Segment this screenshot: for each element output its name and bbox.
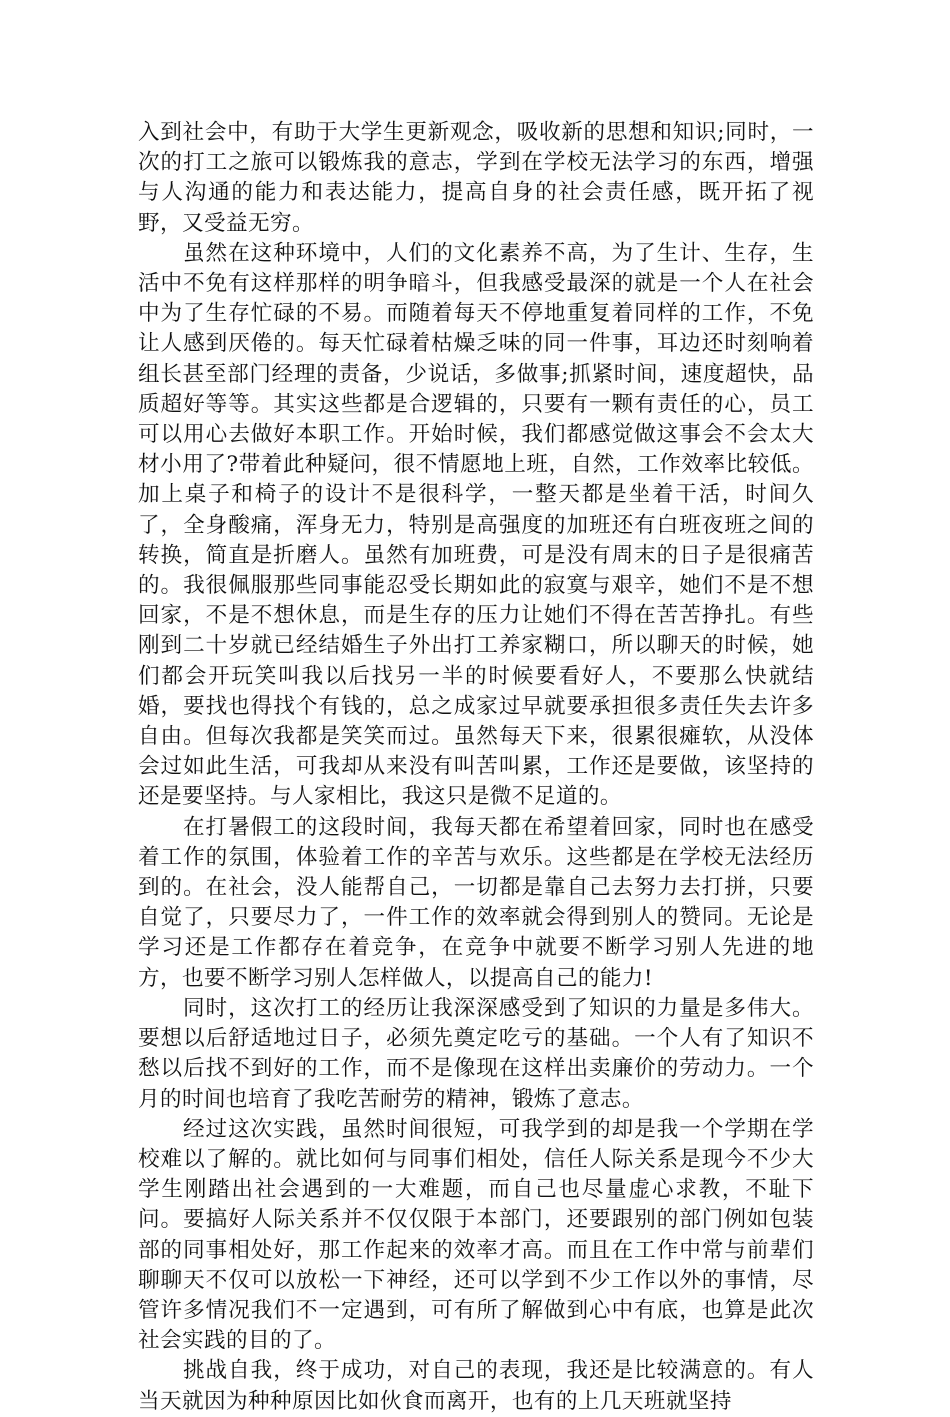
paragraph-1: 入到社会中，有助于大学生更新观念，吸收新的思想和知识;同时，一次的打工之旅可以锻炼我的意志，学到在学校无法学习的东西，增强与人沟通的能力和表达能力，提高自身的社会责任感，既开拓了视野，又受益无穷。	[138, 120, 814, 236]
paragraph-2: 虽然在这种环境中，人们的文化素养不高，为了生计、生存，生活中不免有这样那样的明争暗斗，但我感受最深的就是一个人在社会中为了生存忙碌的不易。而随着每天不停地重复着同样的工作，不免让人感到厌倦的。每天忙碌着枯燥乏味的同一件事，耳边还时刻响着组长甚至部门经理的责备，少说话，多做事;抓紧时间，速度超快，品质超好等等。其实这些都是合逻辑的，只要有一颗有责任的心，员工可以用心去做好本职工作。开始时候，我们都感觉做这事会不会太大材小用了?带着此种疑问，很不情愿地上班，自然，工作效率比较低。加上桌子和椅子的设计不是很科学，一整天都是坐着干活，时间久了，全身酸痛，浑身无力，特别是高强度的加班还有白班夜班之间的转换，简直是折磨人。虽然有加班费，可是没有周末的日子是很痛苦的。我很佩服那些同事能忍受长期如此的寂寞与艰辛，她们不是不想回家，不是不想休息，而是生存的压力让她们不得在苦苦挣扎。有些刚到二十岁就已经结婚生子外出打工养家糊口，所以聊天的时候，她们都会开玩笑叫我以后找另一半的时候要看好人，不要那么快就结婚，要找也得找个有钱的，总之成家过早就要承担很多责任失去许多自由。但每次我都是笑笑而过。虽然每天下来，很累很瘫软，从没体会过如此生活，可我却从来没有叫苦叫累，工作还是要做，该坚持的还是要坚持。与人家相比，我这只是微不足道的。	[138, 240, 814, 810]
paragraph-4: 同时，这次打工的经历让我深深感受到了知识的力量是多伟大。要想以后舒适地过日子，必须先奠定吃亏的基础。一个人有了知识不愁以后找不到好的工作，而不是像现在这样出卖廉价的劳动力。一个月的时间也培育了我吃苦耐劳的精神，锻炼了意志。	[138, 995, 814, 1112]
paragraph-3: 在打暑假工的这段时间，我每天都在希望着回家，同时也在感受着工作的氛围，体验着工作的辛苦与欢乐。这些都是在学校无法经历到的。在社会，没人能帮自己，一切都是靠自己去努力去打拼，只要自觉了，只要尽力了，一件工作的效率就会得到别人的赞同。无论是学习还是工作都存在着竞争，在竞争中就要不断学习别人先进的地方，也要不断学习别人怎样做人，以提高自己的能力!	[138, 814, 814, 991]
paragraph-5: 经过这次实践，虽然时间很短，可我学到的却是我一个学期在学校难以了解的。就比如何与同事们相处，信任人际关系是现今不少大学生刚踏出社会遇到的一大难题，而自己也尽量虚心求教，不耻下问。要搞好人际关系并不仅仅限于本部门，还要跟别的部门例如包装部的同事相处好，那工作起来的效率才高。而且在工作中常与前辈们聊聊天不仅可以放松一下神经，还可以学到不少工作以外的事情，尽管许多情况我们不一定遇到，可有所了解做到心中有底，也算是此次社会实践的目的了。	[138, 1116, 814, 1354]
paragraph-6: 挑战自我，终于成功，对自己的表现，我还是比较满意的。有人当天就因为种种原因比如伙食而离开，也有的上几天班就坚持	[138, 1358, 814, 1414]
document-body	[138, 118, 814, 1417]
